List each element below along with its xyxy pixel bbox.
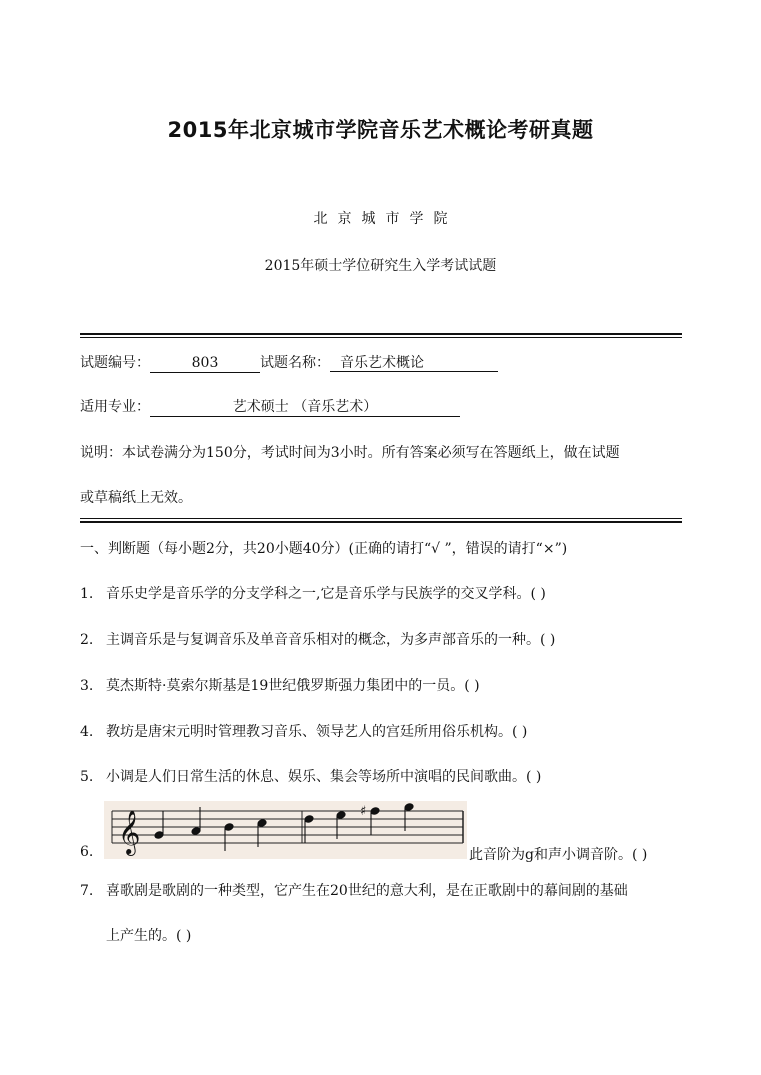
- exam-name-label: 试题名称：: [260, 355, 330, 371]
- section-heading: 一、判断题（每小题2分，共20小题40分）(正确的请打“√ ”，错误的请打“×”): [80, 541, 568, 557]
- svg-text:♯: ♯: [360, 804, 367, 819]
- svg-text:𝄞: 𝄞: [118, 810, 141, 854]
- exam-name: 2015年硕士学位研究生入学考试试题: [264, 258, 497, 274]
- question-6-number: 6.: [80, 844, 94, 860]
- major-label: 适用专业：: [80, 399, 150, 415]
- question-4: 4. 教坊是唐宋元明时管理教习音乐、领导艺人的宫廷所用俗乐机构。( ): [80, 724, 528, 740]
- note-line-2: 或草稿纸上无效。: [80, 490, 192, 506]
- exam-code-line: [80, 352, 498, 373]
- top-double-rule-2: [80, 337, 682, 338]
- music-staff-image: [104, 801, 467, 859]
- bottom-double-rule-1: [80, 518, 682, 519]
- question-7-continued: 上产生的。( ): [106, 928, 192, 944]
- question-3: 3. 莫杰斯特·莫索尔斯基是19世纪俄罗斯强力集团中的一员。( ): [80, 678, 480, 694]
- question-7: 7. 喜歌剧是歌剧的一种类型，它产生在20世纪的意大利，是在正歌剧中的幕间剧的基础: [80, 883, 628, 899]
- bottom-double-rule-2: [80, 521, 682, 523]
- note-line-1: 说明：本试卷满分为150分，考试时间为3小时。所有答案必须写在答题纸上，做在试题: [80, 445, 620, 461]
- exam-code-value: 803: [150, 355, 260, 373]
- question-6: 此音阶为g和声小调音阶。( ): [469, 847, 648, 863]
- exam-code-label: 试题编号：: [80, 355, 150, 371]
- top-double-rule-1: [80, 333, 682, 335]
- document-title: 2015年北京城市学院音乐艺术概论考研真题: [167, 118, 594, 142]
- question-2: 2. 主调音乐是与复调音乐及单音音乐相对的概念，为多声部音乐的一种。( ): [80, 632, 556, 648]
- question-1: 1. 音乐史学是音乐学的分支学科之一,它是音乐学与民族学的交叉学科。( ): [80, 586, 546, 602]
- scale-notation-icon: [104, 801, 467, 859]
- exam-name-value: 音乐艺术概论: [330, 355, 498, 372]
- school-name: 北京城市学院: [313, 211, 458, 227]
- major-line: [80, 396, 460, 417]
- major-value: 艺术硕士 （音乐艺术）: [150, 399, 460, 417]
- question-5: 5. 小调是人们日常生活的休息、娱乐、集会等场所中演唱的民间歌曲。( ): [80, 769, 542, 785]
